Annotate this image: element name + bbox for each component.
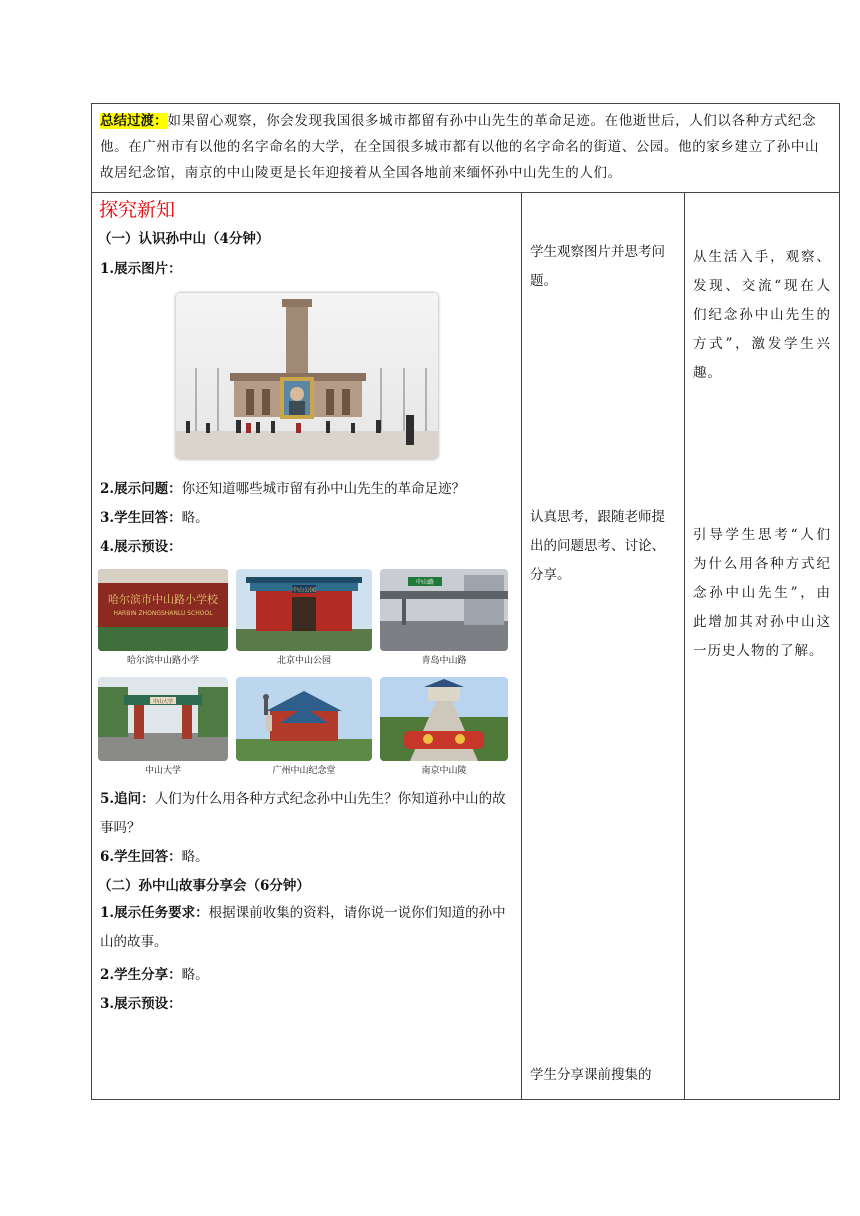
part1-item6: 6.学生回答：略。	[100, 849, 209, 865]
photo-caption-1: 哈尔滨中山路小学	[126, 656, 199, 666]
photo-caption-5: 广州中山纪念堂	[272, 766, 336, 776]
monument-illustration	[176, 293, 438, 459]
svg-text:中山大学: 中山大学	[152, 699, 174, 705]
photo-caption-6: 南京中山陵	[421, 766, 467, 776]
student-block-1: 学生观察图片并思考问题。	[530, 244, 665, 289]
nanjing-mausoleum-photo	[380, 677, 508, 761]
qingdao-road-photo	[380, 569, 508, 651]
part1-item4: 4.展示预设：	[100, 539, 182, 555]
design-intent-cell	[685, 193, 840, 1100]
guangzhou-memorial-hall-photo	[236, 677, 372, 761]
svg-text:中山公园: 中山公园	[291, 587, 317, 594]
lesson-table	[91, 103, 840, 1100]
photo-caption-4: 中山大学	[144, 766, 181, 776]
student-activity-cell	[522, 193, 685, 1100]
section-title: 探究新知	[99, 199, 176, 221]
teacher-activity-cell	[92, 193, 522, 1100]
summary-cell	[92, 104, 840, 193]
svg-text:哈尔滨市中山路小学校: 哈尔滨市中山路小学校	[108, 593, 218, 606]
lesson-plan-page	[91, 103, 839, 1100]
part1-item3: 3.学生回答：略。	[100, 510, 209, 526]
part1-item5: 5.追问：人们为什么用各种方式纪念孙中山先生？你知道孙中山的故事吗？	[100, 791, 506, 836]
part1-item1: 1.展示图片：	[100, 261, 182, 277]
summary-label: 总结过渡：	[100, 113, 168, 129]
student-block-2: 认真思考，跟随老师提出的问题思考、讨论、分享。	[530, 509, 665, 583]
beijing-park-photo	[236, 569, 372, 651]
part2-heading: （二）孙中山故事分享会（6分钟）	[98, 878, 310, 894]
intent-block-2: 引导学生思考“人们为什么用各种方式纪念孙中山先生”，由此增加其对孙中山这一历史人物的了解。	[693, 527, 831, 659]
part1-heading: （一）认识孙中山（4分钟）	[98, 231, 270, 247]
photo-caption-2: 北京中山公园	[276, 656, 331, 666]
part2-item2: 2.学生分享：略。	[100, 967, 209, 983]
monument-photo	[176, 293, 438, 459]
sun-yat-sen-university-photo	[98, 677, 228, 761]
harbin-school-photo	[98, 569, 228, 651]
part2-item3: 3.展示预设：	[100, 996, 182, 1012]
student-block-3: 学生分享课前搜集的	[530, 1067, 652, 1083]
part1-item2: 2.展示问题：你还知道哪些城市留有孙中山先生的革命足迹？	[100, 481, 466, 497]
summary-text: 如果留心观察，你会发现我国很多城市都留有孙中山先生的革命足迹。在他逝世后，人们以各种方式纪念他。在广州市有以他的名字命名的大学，在全国很多城市都有以他的名字命名的街道、公园。他的家乡建立了孙中山故居纪念馆，南京的中山陵更是长年迎接着从全国各地前来缅怀孙中山先生的人们。	[100, 113, 820, 181]
part2-item1: 1.展示任务要求：根据课前收集的资料，请你说一说你们知道的孙中山的故事。	[100, 905, 506, 950]
photo-caption-3: 青岛中山路	[421, 656, 467, 666]
intent-block-1: 从生活入手，观察、发现、交流“现在人们纪念孙中山先生的方式”，激发学生兴趣。	[693, 249, 831, 381]
svg-text:中山路: 中山路	[415, 579, 435, 586]
svg-text:HARBIN ZHONGSHANLU SCHOOL: HARBIN ZHONGSHANLU SCHOOL	[113, 610, 213, 617]
